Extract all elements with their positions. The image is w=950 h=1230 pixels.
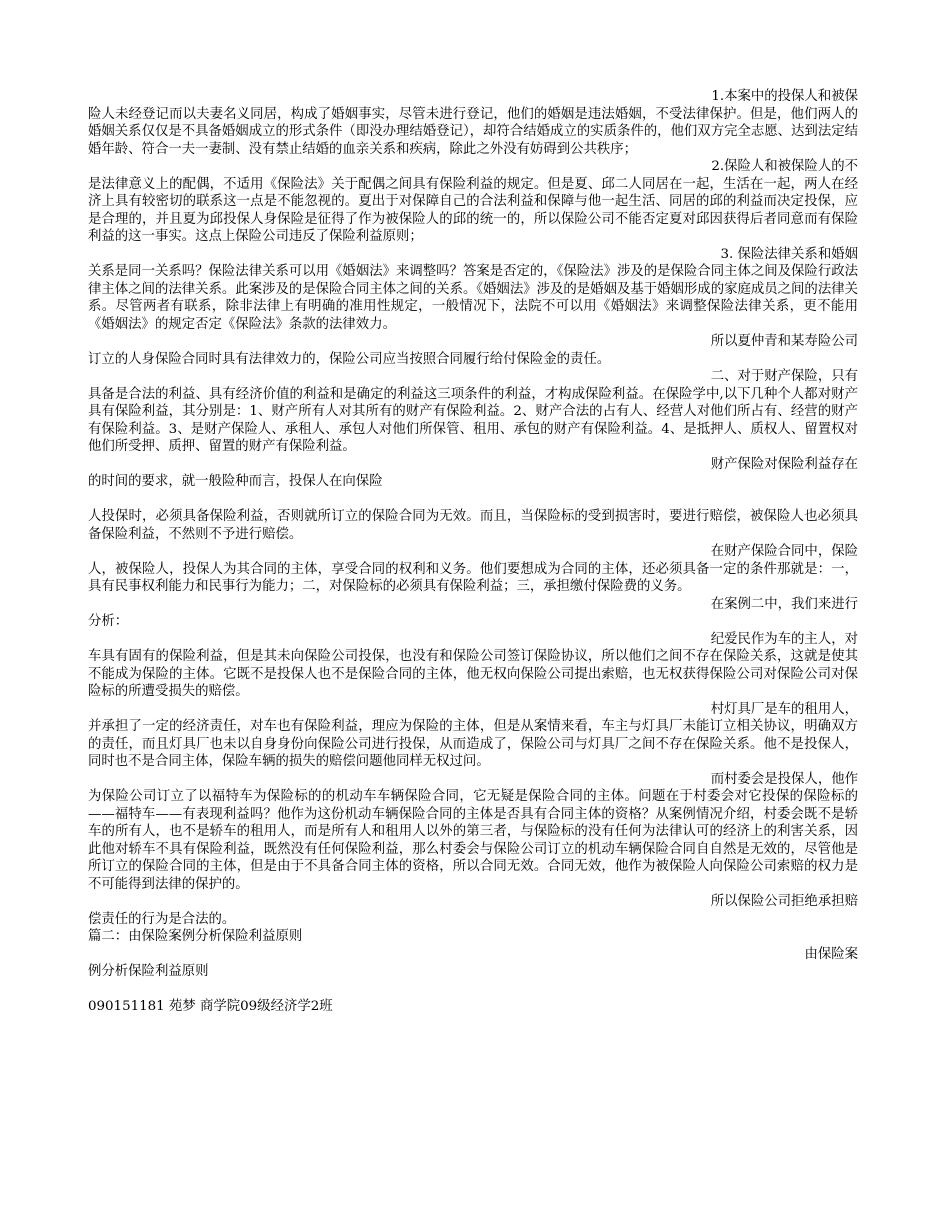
paragraph-lead: 二、对于财产保险，只有 — [710, 369, 858, 384]
paragraph-body: 分析： — [88, 614, 129, 629]
paragraph-lead: 在案例二中，我们来进行 — [710, 596, 858, 612]
paragraph-body: 人，被保险人，投保人为其合同的主体，享受合同的权利和义务。他们要想成为合同的主体，还必须具备一定的条件那就是：一，具有民事权利能力和民事行为能力；二，对保险标的必须具有保险利益；三，承担缴付保险费的义务。 — [88, 561, 858, 594]
paragraph-body: 车具有固有的保险利益，但是其未向保险公司投保，也没有和保险公司签订保险协议，所以他们之间不存在保险关系，这就是使其不能成为保险的主体。它既不是投保人也不是保险合同的主体，他无权向保险公司提出索赔，也无权获得保险公司对保险公司对保险标的所遭受损失的赔偿。 — [88, 649, 858, 699]
paragraph-lead: 村灯具厂是车的租用人， — [710, 701, 858, 717]
section-heading-body: 例分析保险利益原则 — [88, 964, 209, 979]
blank-line — [88, 491, 858, 509]
paragraph-lead: 所以夏仲青和某寿险公司 — [710, 334, 858, 349]
paragraph-lead: 所以保险公司拒绝承担赔 — [710, 894, 858, 909]
paragraph-body: 为保险公司订立了以福特车为保险标的的机动车车辆保险合同，它无疑是保险合同的主体。问题在于村委会对它投保的保险标的——福特车——有表现利益吗？他作为这份机动车辆保险合同的主体是否具有合同主体的资格？从案例情况介绍，村委会既不是轿车的所有人，也不是轿车的租用人，而是所有人和租用人以外的第三者，与保险标的没有任何为法律认可的经济上的利害关系，因此他对轿车不具有保险利益，既然没有任何保险利益，那么村委会与保险公司订立的机动车辆保险合同自自然是无效的，尽管他是所订立的保险合同的主体，但是由于不具备合同主体的资格，所以合同无效。合同无效，他作为被保险人向保险公司索赔的权力是不可能得到法律的保护的。 — [88, 789, 858, 892]
paragraph-lead: 2.保险人和被保险人的不 — [711, 159, 858, 174]
paragraph-lead: 1.本案中的投保人和被保 — [711, 89, 858, 104]
paragraph-body: 具备是合法的利益、具有经济价值的利益和是确定的利益这三项条件的利益，才构成保险利益。在保险学中,以下几种个人都对财产具有保险利益，其分别是：1、财产所有人对其所有的财产有保险利益。2、财产合法的占有人、经营人对他们所占有、经营的财产有保险利益。3、是财产保险人、承租人、承包人对他们所保管、租用、承包的财产有保险利益。4、是抵押人、质权人、留置权对他们所受押、质押、留置的财产有保险利益。 — [88, 386, 858, 454]
section-heading-lead: 由保险案 — [804, 946, 858, 962]
paragraph-body: 险人未经登记而以夫妻名义同居，构成了婚姻事实，尽管未进行登记，他们的婚姻是违法婚姻，不受法律保护。但是，他们两人的婚姻关系仅仅是不具备婚姻成立的形式条件（即没办理结婚登记），却符合结婚成立的实质条件的，他们双方完全志愿、达到法定结婚年龄、符合一夫一妻制、没有禁止结婚的血亲关系和疾病，除此之外没有妨碍到公共秩序； — [88, 106, 858, 157]
paragraph-lead: 在财产保险合同中，保险 — [710, 544, 858, 559]
paragraph-body: 订立的人身保险合同时具有法律效力的，保险公司应当按照合同履行给付保险金的责任。 — [88, 351, 611, 367]
paragraph-lead: 而村委会是投保人，他作 — [710, 771, 858, 787]
paragraph-lead: 3. 保险法律关系和婚姻 — [720, 246, 858, 262]
paragraph-body: 是法律意义上的配偶，不适用《保险法》关于配偶之间具有保险利益的规定。但是夏、邱二人同居在一起，生活在一起，两人在经济上具有较密切的联系这一点是不能忽视的。夏出于对保障自己的合法利益和保障与他一起生活、同居的邱的利益而决定投保，应是合理的，并且夏为邱投保人身保险是征得了作为被保险人的邱的统一的，所以保险公司不能否定夏对邱因获得后者同意而有保险利益的这一事实。这点上保险公司违反了保险利益原则； — [88, 176, 858, 244]
paragraph-lead: 财产保险对保险利益存在 — [710, 456, 858, 472]
paragraph-body: 偿责任的行为是合法的。 — [88, 911, 236, 927]
section-title: 篇二：由保险案例分析保险利益原则 — [88, 929, 303, 944]
paragraph-body: 的时间的要求，就一般险种而言，投保人在向保险 — [88, 474, 383, 489]
author-line: 090151181 苑梦 商学院09级经济学2班 — [88, 999, 333, 1014]
paragraph-body: 人投保时，必须具备保险利益，否则就所订立的保险合同为无效。而且，当保险标的受到损害时，要进行赔偿，被保险人也必须具备保险利益，不然则不予进行赔偿。 — [88, 509, 858, 542]
body-text — [88, 88, 858, 928]
document-page — [88, 88, 858, 1016]
blank-line — [88, 981, 858, 999]
paragraph-body: 关系是同一关系吗？保险法律关系可以用《婚姻法》来调整吗？答案是否定的，《保险法》涉及的是保险合同主体之间及保险行政法律主体之间的法律关系。此案涉及的是保险合同主体之间的关系。《婚姻法》涉及的是婚姻及基于婚姻形成的家庭成员之间的法律关系。尽管两者有联系，除非法律上有明确的准用性规定，一般情况下，法院不可以用《婚姻法》来调整保险法律关系，更不能用《婚姻法》的规定否定《保险法》条款的法律效力。 — [88, 264, 858, 332]
paragraph-lead: 纪爱民作为车的主人，对 — [710, 631, 858, 647]
paragraph-body: 并承担了一定的经济责任，对车也有保险利益，理应为保险的主体，但是从案情来看，车主与灯具厂未能订立相关协议，明确双方的责任，而且灯具厂也未以自身身份向保险公司进行投保，从而造成了，保险公司与灯具厂之间不存在保险关系。他不是投保人，同时也不是合同主体，保险车辆的损失的赔偿问题他同样无权过问。 — [88, 719, 858, 769]
